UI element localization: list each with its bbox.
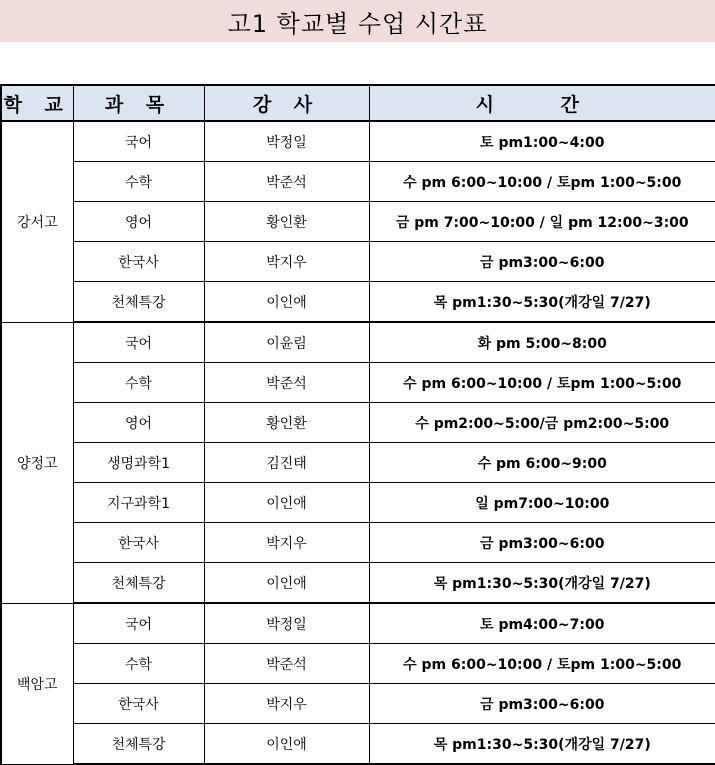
time-cell: 수 pm 6:00~10:00 / 토pm 1:00~5:00 bbox=[369, 162, 715, 202]
time-cell: 목 pm1:30~5:30(개강일 7/27) bbox=[369, 724, 715, 765]
subject-cell: 천체특강 bbox=[73, 724, 204, 765]
table-row bbox=[1, 322, 715, 363]
time-cell: 수 pm 6:00~10:00 / 토pm 1:00~5:00 bbox=[369, 363, 715, 403]
subject-cell: 한국사 bbox=[73, 242, 204, 282]
time-cell: 금 pm 7:00~10:00 / 일 pm 12:00~3:00 bbox=[369, 202, 715, 242]
teacher-cell: 김진태 bbox=[204, 443, 369, 483]
time-cell: 금 pm3:00~6:00 bbox=[369, 242, 715, 282]
schedule-body bbox=[1, 121, 715, 764]
time-cell: 목 pm1:30~5:30(개강일 7/27) bbox=[369, 563, 715, 604]
header-teacher: 강 사 bbox=[204, 85, 369, 121]
teacher-cell: 이윤림 bbox=[204, 322, 369, 363]
time-cell: 금 pm3:00~6:00 bbox=[369, 684, 715, 724]
time-cell: 토 pm4:00~7:00 bbox=[369, 603, 715, 644]
teacher-cell: 박준석 bbox=[204, 363, 369, 403]
teacher-cell: 박정일 bbox=[204, 603, 369, 644]
subject-cell: 영어 bbox=[73, 403, 204, 443]
time-cell: 수 pm 6:00~9:00 bbox=[369, 443, 715, 483]
time-cell: 금 pm3:00~6:00 bbox=[369, 523, 715, 563]
subject-cell: 생명과학1 bbox=[73, 443, 204, 483]
table-row bbox=[1, 403, 715, 443]
subject-cell: 영어 bbox=[73, 202, 204, 242]
schedule-table-wrapper bbox=[0, 84, 715, 765]
subject-cell: 수학 bbox=[73, 162, 204, 202]
table-row bbox=[1, 121, 715, 162]
subject-cell: 한국사 bbox=[73, 684, 204, 724]
table-row bbox=[1, 443, 715, 483]
table-row bbox=[1, 483, 715, 523]
school-name-cell: 백암고 bbox=[1, 603, 73, 764]
table-row bbox=[1, 644, 715, 684]
teacher-cell: 이인애 bbox=[204, 563, 369, 604]
schedule-table bbox=[0, 84, 715, 765]
title-bar bbox=[0, 0, 715, 42]
table-row bbox=[1, 282, 715, 323]
subject-cell: 국어 bbox=[73, 322, 204, 363]
table-row bbox=[1, 523, 715, 563]
header-row bbox=[1, 85, 715, 121]
teacher-cell: 황인환 bbox=[204, 403, 369, 443]
header-subject: 과 목 bbox=[73, 85, 204, 121]
teacher-cell: 박지우 bbox=[204, 684, 369, 724]
subject-cell: 천체특강 bbox=[73, 563, 204, 604]
teacher-cell: 이인애 bbox=[204, 483, 369, 523]
teacher-cell: 박지우 bbox=[204, 242, 369, 282]
subject-cell: 수학 bbox=[73, 644, 204, 684]
school-name-cell: 강서고 bbox=[1, 121, 73, 322]
time-cell: 목 pm1:30~5:30(개강일 7/27) bbox=[369, 282, 715, 323]
time-cell: 화 pm 5:00~8:00 bbox=[369, 322, 715, 363]
table-row bbox=[1, 363, 715, 403]
teacher-cell: 박정일 bbox=[204, 121, 369, 162]
subject-cell: 국어 bbox=[73, 121, 204, 162]
teacher-cell: 박지우 bbox=[204, 523, 369, 563]
table-row bbox=[1, 724, 715, 765]
time-cell: 수 pm 6:00~10:00 / 토pm 1:00~5:00 bbox=[369, 644, 715, 684]
header-school: 학 교 bbox=[1, 85, 73, 121]
time-cell: 수 pm2:00~5:00/금 pm2:00~5:00 bbox=[369, 403, 715, 443]
teacher-cell: 박준석 bbox=[204, 162, 369, 202]
table-row bbox=[1, 603, 715, 644]
subject-cell: 천체특강 bbox=[73, 282, 204, 323]
time-cell: 일 pm7:00~10:00 bbox=[369, 483, 715, 523]
table-row bbox=[1, 202, 715, 242]
page-title: 고1 학교별 수업 시간표 bbox=[227, 9, 488, 38]
teacher-cell: 박준석 bbox=[204, 644, 369, 684]
time-cell: 토 pm1:00~4:00 bbox=[369, 121, 715, 162]
school-name-cell: 양정고 bbox=[1, 322, 73, 603]
teacher-cell: 이인애 bbox=[204, 724, 369, 765]
teacher-cell: 황인환 bbox=[204, 202, 369, 242]
subject-cell: 한국사 bbox=[73, 523, 204, 563]
teacher-cell: 이인애 bbox=[204, 282, 369, 323]
table-row bbox=[1, 242, 715, 282]
header-time: 시 간 bbox=[369, 85, 715, 121]
table-row bbox=[1, 563, 715, 604]
subject-cell: 지구과학1 bbox=[73, 483, 204, 523]
table-row bbox=[1, 162, 715, 202]
subject-cell: 수학 bbox=[73, 363, 204, 403]
subject-cell: 국어 bbox=[73, 603, 204, 644]
table-row bbox=[1, 684, 715, 724]
